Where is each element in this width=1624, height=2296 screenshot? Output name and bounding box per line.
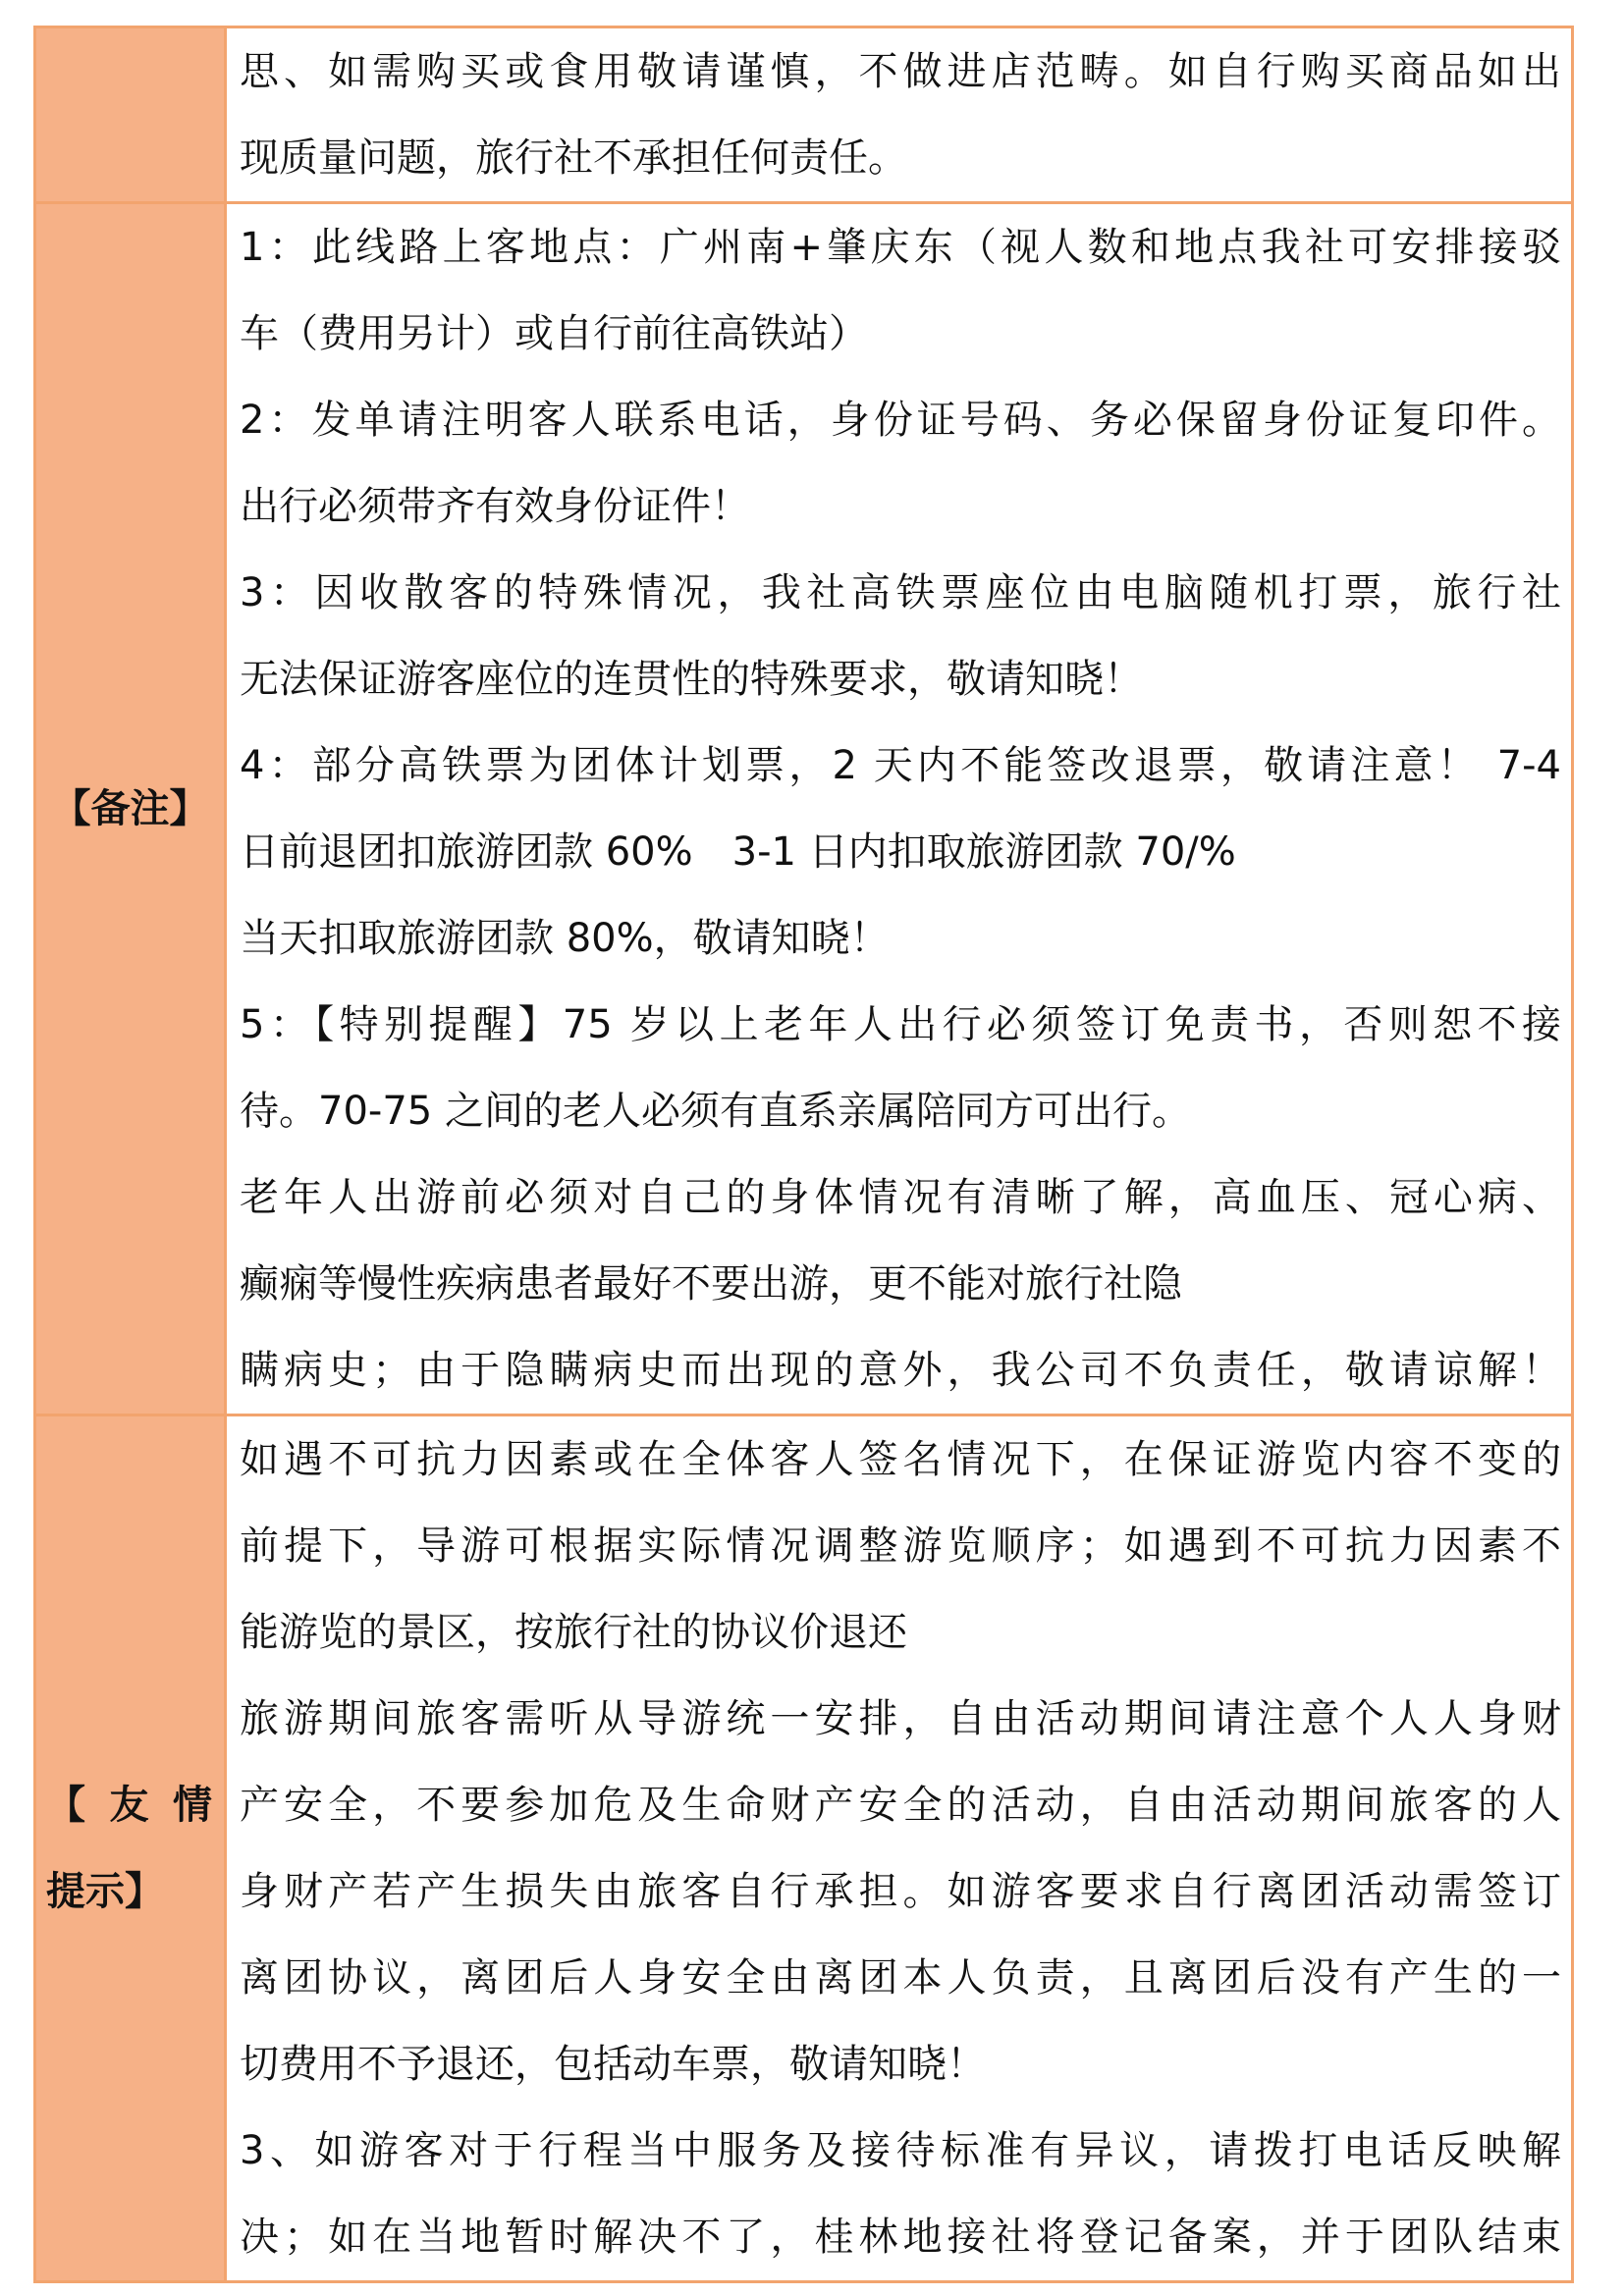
text-line: 前提下，导游可根据实际情况调整游览顺序；如遇到不可抗力因素不 bbox=[240, 1523, 1561, 1569]
label-line: 【友情 bbox=[46, 1783, 212, 1828]
text-line: 切费用不予退还，包括动车票，敬请知晓！ bbox=[240, 2042, 986, 2087]
text-line: 车（费用另计）或自行前往高铁站） bbox=[240, 311, 868, 356]
table-row bbox=[35, 1415, 1573, 2282]
text-line: 瞒病史；由于隐瞒病史而出现的意外，我公司不负责任，敬请谅解！ bbox=[240, 1348, 1561, 1393]
text-line: 老年人出游前必须对自己的身体情况有清晰了解，高血压、冠心病、 bbox=[240, 1175, 1561, 1220]
row-label-remarks: 【备注】 bbox=[35, 203, 226, 1415]
row-content bbox=[226, 203, 1573, 1415]
text-line: 5：【特别提醒】75 岁以上老年人出行必须签订免责书，否则恕不接 bbox=[240, 1002, 1561, 1047]
text-line: 4：部分高铁票为团体计划票，2 天内不能签改退票，敬请注意！ 7-4 bbox=[240, 743, 1561, 788]
text-line: 出行必须带齐有效身份证件！ bbox=[240, 484, 750, 529]
text-line: 产安全，不要参加危及生命财产安全的活动，自由活动期间旅客的人 bbox=[240, 1783, 1561, 1828]
text-line: 3：因收散客的特殊情况，我社高铁票座位由电脑随机打票，旅行社 bbox=[240, 570, 1561, 615]
label-text bbox=[36, 1762, 224, 1935]
table-row bbox=[35, 27, 1573, 203]
text-line: 身财产若产生损失由旅客自行承担。如游客要求自行离团活动需签订 bbox=[240, 1869, 1561, 1914]
text-line: 如遇不可抗力因素或在全体客人签名情况下，在保证游览内容不变的 bbox=[240, 1437, 1561, 1482]
text-line: 能游览的景区，按旅行社的协议价退还 bbox=[240, 1610, 907, 1655]
table-row bbox=[35, 203, 1573, 1415]
text-line: 思、如需购买或食用敬请谨慎，不做进店范畴。如自行购买商品如出 bbox=[240, 49, 1561, 94]
text-line: 无法保证游客座位的连贯性的特殊要求，敬请知晓！ bbox=[240, 657, 1143, 702]
row-content bbox=[226, 1415, 1573, 2282]
text-line: 日前退团扣旅游团款 60% 3-1 日内扣取旅游团款 70/% bbox=[240, 829, 1236, 875]
text-line: 3、如游客对于行程当中服务及接待标准有异议，请拨打电话反映解 bbox=[240, 2128, 1561, 2173]
row-label-tips bbox=[35, 1415, 226, 2282]
text-line: 2：发单请注明客人联系电话，身份证号码、务必保留身份证复印件。 bbox=[240, 398, 1561, 443]
row-label-empty bbox=[35, 27, 226, 203]
text-line: 旅游期间旅客需听从导游统一安排，自由活动期间请注意个人人身财 bbox=[240, 1696, 1561, 1741]
text-line: 1：此线路上客地点：广州南+肇庆东（视人数和地点我社可安排接驳 bbox=[240, 225, 1561, 270]
text-line: 癫痫等慢性疾病患者最好不要出游，更不能对旅行社隐 bbox=[240, 1261, 1182, 1307]
text-line: 当天扣取旅游团款 80%，敬请知晓！ bbox=[240, 916, 890, 961]
row-content bbox=[226, 27, 1573, 203]
text-line: 决；如在当地暂时解决不了，桂林地接社将登记备案，并于团队结束 bbox=[240, 2215, 1561, 2260]
text-line: 离团协议，离团后人身安全由离团本人负责，且离团后没有产生的一 bbox=[240, 1955, 1561, 2001]
text-line: 现质量问题，旅行社不承担任何责任。 bbox=[240, 135, 907, 181]
itinerary-notes-table bbox=[33, 26, 1574, 2283]
label-line: 提示】 bbox=[46, 1869, 164, 1914]
text-line: 待。70-75 之间的老人必须有直系亲属陪同方可出行。 bbox=[240, 1089, 1191, 1134]
